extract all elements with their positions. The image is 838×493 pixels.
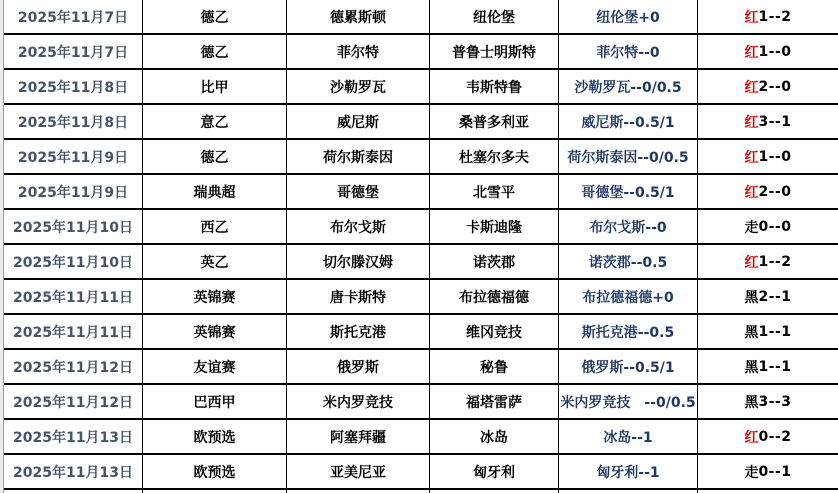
result-score: 2--1: [758, 288, 792, 305]
home-team-cell: 威尼斯: [287, 105, 430, 138]
league-cell: 德乙: [143, 35, 287, 68]
league-cell: 瑞典超: [143, 175, 287, 208]
away-team-cell: 冰岛: [430, 420, 559, 453]
table-row: [4, 245, 838, 280]
result-score: 1--1: [758, 323, 792, 340]
league-cell: 英锦赛: [143, 280, 287, 313]
table-row: [4, 385, 838, 420]
league-cell: 友谊赛: [143, 350, 287, 383]
home-team-cell: 阿塞拜疆: [287, 420, 430, 453]
table-row: [4, 175, 838, 210]
handicap-cell: 斯托克港--0.5: [559, 315, 698, 348]
handicap-cell: 布拉德福德+0: [559, 280, 698, 313]
result-score: 0--0: [758, 218, 792, 235]
away-team-cell: 布拉德福德: [430, 280, 559, 313]
table-row: [4, 455, 838, 490]
result-flag: 红: [744, 149, 759, 166]
handicap-cell: 俄罗斯--0.5/1: [559, 350, 698, 383]
result-flag: 黑: [744, 394, 759, 411]
away-team-cell: 福塔雷萨: [430, 385, 559, 418]
result-score: 1--0: [758, 43, 792, 60]
result-cell: [698, 35, 838, 68]
result-flag: 红: [744, 44, 759, 61]
result-cell: [698, 420, 838, 453]
result-score: 1--1: [758, 358, 792, 375]
handicap-cell: 菲尔特--0: [559, 35, 698, 68]
result-cell: [698, 245, 838, 278]
table-row: [4, 35, 838, 70]
away-team-cell: 杜塞尔多夫: [430, 140, 559, 173]
result-flag: 红: [744, 184, 759, 201]
result-flag: 红: [744, 254, 759, 271]
match-date-cell: 2025年11月10日: [4, 210, 143, 243]
result-cell: [698, 70, 838, 103]
match-date-cell: 2025年11月11日: [4, 315, 143, 348]
handicap-cell: 诺茨郡--0.5: [559, 245, 698, 278]
result-cell: [698, 175, 838, 208]
home-team-cell: 布尔戈斯: [287, 210, 430, 243]
result-score: 0--2: [758, 428, 792, 445]
result-cell: [698, 385, 838, 418]
result-score: 1--0: [758, 148, 792, 165]
result-cell: [698, 350, 838, 383]
away-team-cell: 匈牙利: [430, 455, 559, 488]
away-team-cell: 纽伦堡: [430, 0, 559, 33]
handicap-cell: 沙勒罗瓦--0/0.5: [559, 70, 698, 103]
league-cell: 德乙: [143, 140, 287, 173]
handicap-cell: 布尔戈斯--0: [559, 210, 698, 243]
home-team-cell: 沙勒罗瓦: [287, 70, 430, 103]
result-flag: 红: [744, 429, 759, 446]
match-date-cell: 2025年11月11日: [4, 280, 143, 313]
away-team-cell: 桑普多利亚: [430, 105, 559, 138]
match-results-table: [4, 0, 838, 493]
table-row: [4, 140, 838, 175]
handicap-cell: 威尼斯--0.5/1: [559, 105, 698, 138]
league-cell: 欧预选: [143, 455, 287, 488]
home-team-cell: 斯托克港: [287, 315, 430, 348]
home-team-cell: 荷尔斯泰因: [287, 140, 430, 173]
match-date-cell: 2025年11月9日: [4, 175, 143, 208]
result-score: 2--0: [758, 183, 792, 200]
league-cell: 英锦赛: [143, 315, 287, 348]
result-flag: 红: [744, 79, 759, 96]
league-cell: 巴西甲: [143, 385, 287, 418]
result-cell: [698, 105, 838, 138]
match-date-cell: 2025年11月13日: [4, 455, 143, 488]
match-date-cell: 2025年11月12日: [4, 350, 143, 383]
table-row: [4, 0, 838, 35]
away-team-cell: 诺茨郡: [430, 245, 559, 278]
away-team-cell: 秘鲁: [430, 350, 559, 383]
match-date-cell: 2025年11月13日: [4, 420, 143, 453]
result-cell: [698, 280, 838, 313]
match-date-cell: 2025年11月12日: [4, 385, 143, 418]
handicap-cell: 荷尔斯泰因--0/0.5: [559, 140, 698, 173]
away-team-cell: 北雪平: [430, 175, 559, 208]
home-team-cell: 唐卡斯特: [287, 280, 430, 313]
handicap-cell: 哥德堡--0.5/1: [559, 175, 698, 208]
result-flag: 黑: [744, 324, 759, 341]
table-row: [4, 105, 838, 140]
result-score: 2--0: [758, 78, 792, 95]
home-team-cell: 米内罗竞技: [287, 385, 430, 418]
result-flag: 走: [744, 219, 759, 236]
away-team-cell: 维冈竞技: [430, 315, 559, 348]
result-score: 3--3: [758, 393, 792, 410]
away-team-cell: 韦斯特鲁: [430, 70, 559, 103]
home-team-cell: 切尔滕汉姆: [287, 245, 430, 278]
league-cell: 比甲: [143, 70, 287, 103]
table-row: [4, 210, 838, 245]
home-team-cell: 哥德堡: [287, 175, 430, 208]
table-row: [4, 350, 838, 385]
handicap-cell: 纽伦堡+0: [559, 0, 698, 33]
table-row: [4, 420, 838, 455]
handicap-cell: 冰岛--1: [559, 420, 698, 453]
result-cell: [698, 455, 838, 488]
match-date-cell: 2025年11月7日: [4, 0, 143, 33]
away-team-cell: 普鲁士明斯特: [430, 35, 559, 68]
league-cell: 意乙: [143, 105, 287, 138]
match-date-cell: 2025年11月8日: [4, 70, 143, 103]
match-date-cell: 2025年11月7日: [4, 35, 143, 68]
result-score: 1--2: [758, 253, 792, 270]
result-score: 3--1: [758, 113, 792, 130]
home-team-cell: 德累斯顿: [287, 0, 430, 33]
result-flag: 黑: [744, 289, 759, 306]
result-flag: 黑: [744, 359, 759, 376]
result-flag: 走: [744, 464, 759, 481]
table-row: [4, 280, 838, 315]
handicap-cell: 米内罗竞技 --0/0.5: [559, 385, 698, 418]
result-cell: [698, 210, 838, 243]
result-score: 1--2: [758, 8, 792, 25]
home-team-cell: 菲尔特: [287, 35, 430, 68]
league-cell: 德乙: [143, 0, 287, 33]
match-date-cell: 2025年11月8日: [4, 105, 143, 138]
handicap-cell: 匈牙利--1: [559, 455, 698, 488]
result-score: 0--1: [758, 463, 792, 480]
result-cell: [698, 0, 838, 33]
league-cell: 西乙: [143, 210, 287, 243]
home-team-cell: 俄罗斯: [287, 350, 430, 383]
match-date-cell: 2025年11月9日: [4, 140, 143, 173]
result-flag: 红: [744, 114, 759, 131]
league-cell: 英乙: [143, 245, 287, 278]
result-flag: 红: [744, 9, 759, 26]
home-team-cell: 亚美尼亚: [287, 455, 430, 488]
league-cell: 欧预选: [143, 420, 287, 453]
away-team-cell: 卡斯迪隆: [430, 210, 559, 243]
match-date-cell: 2025年11月10日: [4, 245, 143, 278]
table-row: [4, 70, 838, 105]
result-cell: [698, 315, 838, 348]
result-cell: [698, 140, 838, 173]
table-row: [4, 315, 838, 350]
